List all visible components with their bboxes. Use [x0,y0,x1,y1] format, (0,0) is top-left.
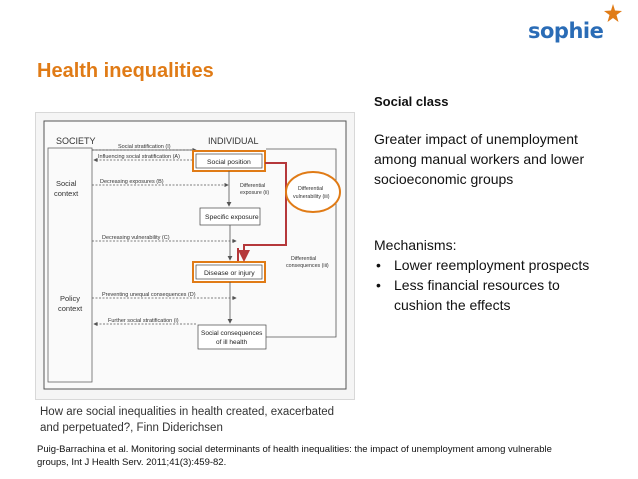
impact-paragraph [374,129,624,189]
diff-cons-label1: Differential [291,256,317,262]
caption-line1: How are social inequalities in health created, exacerbated [40,406,335,418]
individual-header: INDIVIDUAL [208,136,259,146]
diagram-svg [36,113,354,399]
paragraph-line1: Greater impact of unemployment [374,131,578,147]
influence-label: Influencing social stratification (A) [98,154,180,160]
diff-vuln-label1: Differential [298,186,324,192]
right-text-panel [374,92,624,315]
policy-context-line1: Policy [60,294,81,303]
mechanisms-list [374,255,624,315]
reference [37,443,597,469]
health-inequalities-diagram [35,112,355,400]
consequences-text1: Social consequences [201,330,263,337]
further-label: Further social stratification (i) [108,318,179,324]
sophie-logo [528,4,632,44]
social-context-line1: Social [56,179,77,188]
paragraph-line2: among manual workers and lower [374,151,585,167]
diff-exp-label1: Differential [240,183,266,189]
mechanism-item-text: • Less financial resources to [394,277,560,293]
mechanism-item [374,255,624,275]
caption-line2: and perpetuated?, Finn Diderichsen [40,422,223,434]
vulnerability-ellipse [286,172,340,212]
social-context-line2: context [54,189,79,198]
prevent-label: Preventing unequal consequences (D) [102,292,196,298]
diff-cons-label2: consequences (iii) [286,263,329,269]
mechanism-item [374,275,624,315]
diff-exp-label2: exposure (ii) [240,190,270,196]
consequences-text2: of ill health [216,339,248,346]
social-position-text: Social position [207,159,251,166]
disease-text: Disease or injury [204,270,255,277]
star-icon [604,4,622,22]
social-class-heading: Social class [374,94,449,109]
figure-caption [40,404,360,436]
logo-text: sophie [528,19,604,43]
reference-line1: Puig-Barrachina et al. Monitoring social determinants of health inequalities: the impact of unemployment among vulnerable [37,444,552,455]
mechanism-item-text-cont: cushion the effects [394,297,511,313]
strat1-label: Social stratification (I) [118,144,171,150]
society-header: SOCIETY [56,136,96,146]
page-title: Health inequalities [37,60,214,82]
dec-exp-label: Decreasing exposures (B) [100,179,164,185]
dec-vuln-label: Decreasing vulnerability (C) [102,235,170,241]
mechanism-item-text: Lower reemployment prospects [394,257,590,273]
mechanisms-label: Mechanisms: [374,237,457,253]
diff-vuln-label2: vulnerability (iii) [293,194,330,200]
reference-line2: groups, Int J Health Serv. 2011;41(3):459-82. [37,457,227,468]
paragraph-line3: socioeconomic groups [374,171,514,187]
specific-exposure-text: Specific exposure [205,214,259,221]
policy-context-line2: context [58,304,83,313]
